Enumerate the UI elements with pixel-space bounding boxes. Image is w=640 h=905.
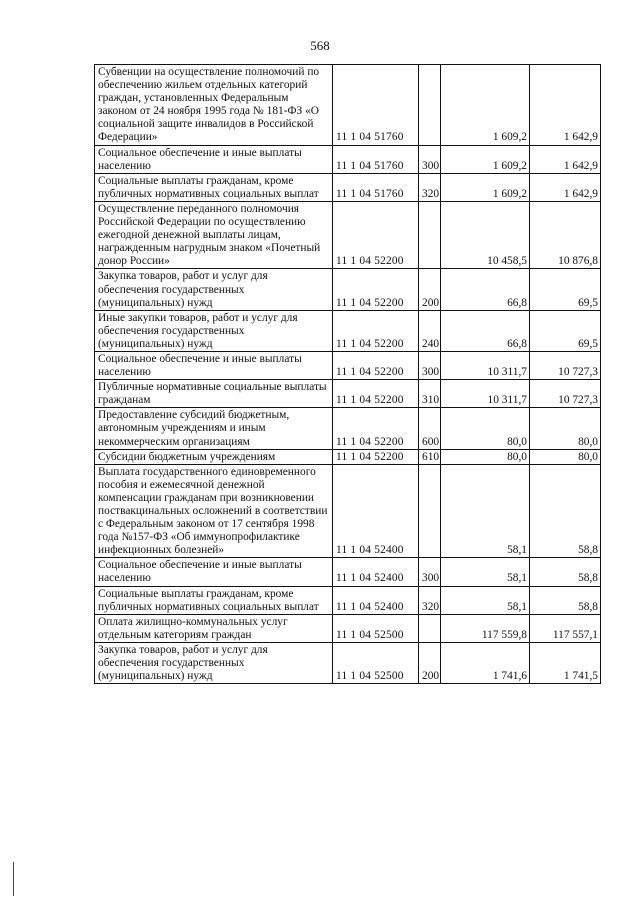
table-row: [95, 145, 601, 173]
row-expense-type-cell: 200: [419, 269, 441, 310]
row-amount-year1-cell: 10 311,7: [441, 351, 530, 379]
row-amount-year2-cell: 58,8: [530, 558, 601, 586]
row-expense-type-cell: [419, 65, 441, 146]
row-expense-type-cell: 320: [419, 173, 441, 201]
row-amount-year1-cell: 10 311,7: [441, 380, 530, 408]
row-code-cell: 11 1 04 52500: [333, 614, 419, 642]
row-amount-year2-cell: 80,0: [530, 408, 601, 449]
row-name-cell: Публичные нормативные социальные выплаты гражданам: [95, 380, 333, 408]
table-row: [95, 351, 601, 379]
table-row: [95, 65, 601, 146]
row-amount-year1-cell: 58,1: [441, 558, 530, 586]
margin-mark: [13, 862, 14, 896]
row-amount-year1-cell: 66,8: [441, 310, 530, 351]
row-amount-year2-cell: 80,0: [530, 449, 601, 464]
row-amount-year2-cell: 1 642,9: [530, 145, 601, 173]
row-expense-type-cell: 300: [419, 558, 441, 586]
row-expense-type-cell: 240: [419, 310, 441, 351]
row-amount-year2-cell: 10 876,8: [530, 201, 601, 268]
row-expense-type-cell: 200: [419, 642, 441, 683]
row-code-cell: 11 1 04 51760: [333, 65, 419, 146]
table-row: [95, 558, 601, 586]
table-row: [95, 642, 601, 683]
row-expense-type-cell: 310: [419, 380, 441, 408]
row-expense-type-cell: 320: [419, 586, 441, 614]
table-row: [95, 269, 601, 310]
row-name-cell: Субсидии бюджетным учреждениям: [95, 449, 333, 464]
row-amount-year2-cell: 58,8: [530, 464, 601, 558]
row-amount-year1-cell: 58,1: [441, 586, 530, 614]
row-name-cell: Субвенции на осуществление полномочий по обеспечению жильем отдельных категорий граждан, установленных Федеральным законом от 24 ноября 1995 года № 181-ФЗ «О социальной защите инвалидов в Российской Федерации»: [95, 65, 333, 146]
row-code-cell: 11 1 04 52200: [333, 380, 419, 408]
row-code-cell: 11 1 04 52200: [333, 449, 419, 464]
row-expense-type-cell: [419, 464, 441, 558]
row-amount-year1-cell: 1 609,2: [441, 173, 530, 201]
row-code-cell: 11 1 04 51760: [333, 145, 419, 173]
row-amount-year2-cell: 58,8: [530, 586, 601, 614]
row-name-cell: Иные закупки товаров, работ и услуг для обеспечения государственных (муниципальных) нужд: [95, 310, 333, 351]
row-expense-type-cell: 600: [419, 408, 441, 449]
table-row: [95, 201, 601, 268]
row-amount-year1-cell: 66,8: [441, 269, 530, 310]
row-name-cell: Социальные выплаты гражданам, кроме публичных нормативных социальных выплат: [95, 173, 333, 201]
row-expense-type-cell: 300: [419, 145, 441, 173]
row-code-cell: 11 1 04 52200: [333, 201, 419, 268]
row-name-cell: Социальное обеспечение и иные выплаты населению: [95, 145, 333, 173]
row-name-cell: Закупка товаров, работ и услуг для обеспечения государственных (муниципальных) нужд: [95, 642, 333, 683]
row-amount-year2-cell: 117 557,1: [530, 614, 601, 642]
table-row: [95, 449, 601, 464]
row-name-cell: Предоставление субсидий бюджетным, автономным учреждениям и иным некоммерческим организациям: [95, 408, 333, 449]
row-amount-year1-cell: 117 559,8: [441, 614, 530, 642]
page-number: 568: [310, 38, 330, 53]
row-expense-type-cell: [419, 614, 441, 642]
row-amount-year2-cell: 1 642,9: [530, 173, 601, 201]
row-amount-year2-cell: 1 642,9: [530, 65, 601, 146]
row-name-cell: Закупка товаров, работ и услуг для обеспечения государственных (муниципальных) нужд: [95, 269, 333, 310]
row-name-cell: Оплата жилищно-коммунальных услуг отдельным категориям граждан: [95, 614, 333, 642]
row-expense-type-cell: 610: [419, 449, 441, 464]
row-code-cell: 11 1 04 52400: [333, 464, 419, 558]
row-name-cell: Социальное обеспечение и иные выплаты населению: [95, 351, 333, 379]
table-row: [95, 408, 601, 449]
row-code-cell: 11 1 04 52200: [333, 310, 419, 351]
table-row: [95, 586, 601, 614]
row-amount-year1-cell: 80,0: [441, 408, 530, 449]
row-code-cell: 11 1 04 52200: [333, 351, 419, 379]
row-amount-year1-cell: 10 458,5: [441, 201, 530, 268]
table-row: [95, 464, 601, 558]
row-name-cell: Осуществление переданного полномочия Российской Федерации по осуществлению ежегодной денежной выплаты лицам, награжденным нагрудным знаком «Почетный донор России»: [95, 201, 333, 268]
row-name-cell: Социальное обеспечение и иные выплаты населению: [95, 558, 333, 586]
row-name-cell: Выплата государственного единовременного пособия и ежемесячной денежной компенсации гражданам при возникновении поствакцинальных осложнений в соответствии с Федеральным законом от 17 сентября 1998 года №157-ФЗ «Об иммунопрофилактике инфекционных болезней»: [95, 464, 333, 558]
row-code-cell: 11 1 04 52200: [333, 408, 419, 449]
table-row: [95, 310, 601, 351]
row-amount-year1-cell: 58,1: [441, 464, 530, 558]
row-amount-year2-cell: 69,5: [530, 310, 601, 351]
row-amount-year2-cell: 69,5: [530, 269, 601, 310]
table-row: [95, 380, 601, 408]
table-row: [95, 173, 601, 201]
row-code-cell: 11 1 04 52400: [333, 558, 419, 586]
row-amount-year1-cell: 80,0: [441, 449, 530, 464]
row-amount-year1-cell: 1 609,2: [441, 65, 530, 146]
budget-table-body: [95, 65, 601, 684]
row-code-cell: 11 1 04 51760: [333, 173, 419, 201]
row-amount-year2-cell: 10 727,3: [530, 380, 601, 408]
budget-table: [94, 64, 601, 684]
row-name-cell: Социальные выплаты гражданам, кроме публичных нормативных социальных выплат: [95, 586, 333, 614]
row-amount-year1-cell: 1 741,6: [441, 642, 530, 683]
row-amount-year2-cell: 1 741,5: [530, 642, 601, 683]
row-amount-year1-cell: 1 609,2: [441, 145, 530, 173]
row-code-cell: 11 1 04 52200: [333, 269, 419, 310]
row-expense-type-cell: 300: [419, 351, 441, 379]
row-code-cell: 11 1 04 52500: [333, 642, 419, 683]
row-expense-type-cell: [419, 201, 441, 268]
table-row: [95, 614, 601, 642]
row-amount-year2-cell: 10 727,3: [530, 351, 601, 379]
row-code-cell: 11 1 04 52400: [333, 586, 419, 614]
